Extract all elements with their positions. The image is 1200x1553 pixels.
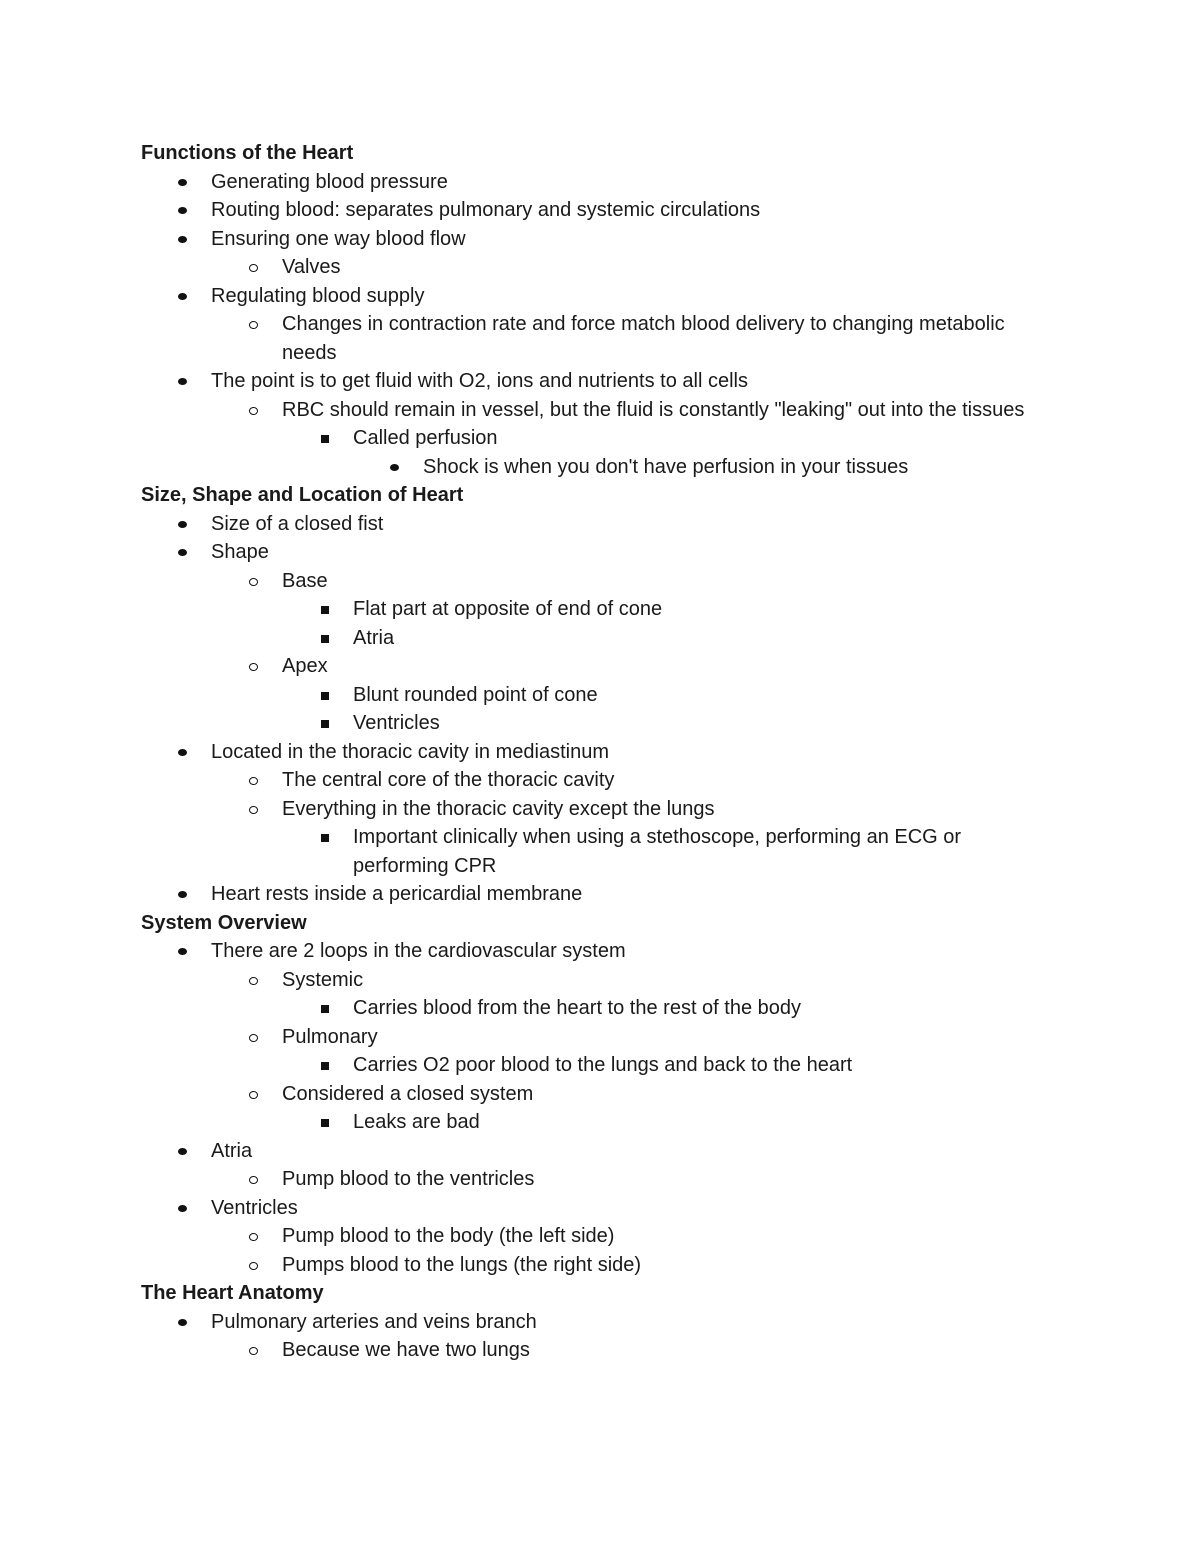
list-item-text: Regulating blood supply	[211, 284, 425, 307]
list-item-level-3	[141, 709, 1041, 738]
bullet-square-icon	[319, 1051, 339, 1080]
bullet-disc-icon	[177, 367, 197, 396]
bullet-circle-icon	[248, 1222, 268, 1251]
list-item-level-3	[141, 1051, 1041, 1080]
list-item-level-3	[141, 681, 1041, 710]
list-item-level-2	[141, 253, 1041, 282]
list-item-level-2	[141, 1251, 1041, 1280]
bullet-square-icon	[319, 624, 339, 653]
list-item-text: Flat part at opposite of end of cone	[353, 598, 663, 620]
bullet-disc-icon	[177, 510, 197, 539]
list-item-level-3	[141, 424, 1041, 453]
list-item-level-2	[141, 396, 1041, 425]
list-item-level-2	[141, 766, 1041, 795]
list-item-text: Changes in contraction rate and force match blood delivery to changing metabolic needs	[282, 313, 1005, 364]
list-item-text: Apex	[282, 655, 328, 677]
list-item-text: Generating blood pressure	[211, 170, 448, 193]
list-item-text: Leaks are bad	[353, 1111, 480, 1133]
bullet-circle-icon	[248, 966, 268, 995]
bullet-circle-icon	[248, 1080, 268, 1109]
list-item-text: Carries O2 poor blood to the lungs and back to the heart	[353, 1054, 853, 1076]
list-item-level-1	[141, 738, 1041, 767]
list-item-text: Located in the thoracic cavity in mediastinum	[211, 740, 609, 763]
list-item-text: Heart rests inside a pericardial membrane	[211, 883, 583, 905]
list-item-text: Pump blood to the ventricles	[282, 1168, 535, 1190]
list-item-level-3	[141, 624, 1041, 653]
bullet-circle-icon	[248, 310, 268, 339]
bullet-square-icon	[319, 994, 339, 1023]
list-item-text: The central core of the thoracic cavity	[282, 769, 615, 791]
list-item-level-1	[141, 1137, 1041, 1166]
bullet-disc-icon	[389, 453, 409, 482]
list-item-level-3	[141, 823, 1041, 880]
bullet-circle-icon	[248, 1165, 268, 1194]
list-item-level-1	[141, 538, 1041, 567]
bullet-circle-icon	[248, 1251, 268, 1280]
list-item-text: Pumps blood to the lungs (the right side)	[282, 1253, 642, 1276]
section-heading: Size, Shape and Location of Heart	[141, 484, 464, 506]
bullet-disc-icon	[177, 225, 197, 254]
list-item-level-1	[141, 168, 1041, 197]
list-item-text: Pulmonary	[282, 1025, 378, 1048]
list-item-level-2	[141, 652, 1041, 681]
bullet-circle-icon	[248, 1023, 268, 1052]
bullet-circle-icon	[248, 396, 268, 425]
bullet-circle-icon	[248, 567, 268, 596]
list-item-text: Base	[282, 569, 328, 592]
bullet-square-icon	[319, 681, 339, 710]
list-item-text: Called perfusion	[353, 427, 498, 449]
notes-content	[141, 139, 1041, 1365]
bullet-disc-icon	[177, 1137, 197, 1166]
list-item-text: Ventricles	[211, 1196, 298, 1219]
list-item-text: Size of a closed fist	[211, 512, 384, 535]
bullet-square-icon	[319, 709, 339, 738]
list-item-text: RBC should remain in vessel, but the fluid is constantly "leaking" out into the tissues	[282, 398, 1025, 421]
list-item-level-3	[141, 994, 1041, 1023]
bullet-disc-icon	[177, 1308, 197, 1337]
list-item-text: Shape	[211, 541, 269, 563]
list-item-level-2	[141, 1222, 1041, 1251]
bullet-disc-icon	[177, 880, 197, 909]
list-item-text: Valves	[282, 256, 341, 278]
list-item-level-4	[141, 453, 1041, 482]
section-heading: Functions of the Heart	[141, 142, 354, 164]
list-item-text: Ensuring one way blood flow	[211, 227, 466, 250]
bullet-square-icon	[319, 1108, 339, 1137]
bullet-circle-icon	[248, 1336, 268, 1365]
list-item-level-2	[141, 795, 1041, 824]
list-item-text: Systemic	[282, 968, 364, 991]
bullet-circle-icon	[248, 253, 268, 282]
list-item-text: Shock is when you don't have perfusion in your tissues	[423, 455, 909, 478]
bullet-circle-icon	[248, 766, 268, 795]
bullet-square-icon	[319, 595, 339, 624]
bullet-disc-icon	[177, 196, 197, 225]
list-item-level-1	[141, 937, 1041, 966]
list-item-text: Atria	[211, 1139, 253, 1162]
bullet-disc-icon	[177, 1194, 197, 1223]
list-item-level-1	[141, 1308, 1041, 1337]
list-item-text: Because we have two lungs	[282, 1339, 530, 1361]
list-item-level-1	[141, 367, 1041, 396]
list-item-level-3	[141, 1108, 1041, 1137]
list-item-level-3	[141, 595, 1041, 624]
bullet-square-icon	[319, 424, 339, 453]
bullet-square-icon	[319, 823, 339, 852]
bullet-disc-icon	[177, 168, 197, 197]
list-item-text: Atria	[353, 626, 395, 649]
bullet-disc-icon	[177, 937, 197, 966]
list-item-level-1	[141, 225, 1041, 254]
list-item-text: Carries blood from the heart to the rest of the body	[353, 997, 802, 1019]
bullet-circle-icon	[248, 795, 268, 824]
list-item-text: Blunt rounded point of cone	[353, 683, 598, 706]
list-item-level-1	[141, 196, 1041, 225]
bullet-circle-icon	[248, 652, 268, 681]
list-item-level-2	[141, 1023, 1041, 1052]
list-item-level-2	[141, 1080, 1041, 1109]
list-item-level-1	[141, 880, 1041, 909]
list-item-text: Ventricles	[353, 712, 440, 734]
list-item-level-2	[141, 966, 1041, 995]
list-item-level-1	[141, 510, 1041, 539]
list-item-text: Pump blood to the body (the left side)	[282, 1225, 615, 1247]
list-item-text: Important clinically when using a stethoscope, performing an ECG or performing CPR	[353, 826, 962, 877]
list-item-text: The point is to get fluid with O2, ions and nutrients to all cells	[211, 370, 748, 392]
bullet-disc-icon	[177, 738, 197, 767]
list-item-text: There are 2 loops in the cardiovascular system	[211, 940, 626, 962]
bullet-disc-icon	[177, 282, 197, 311]
list-item-text: Considered a closed system	[282, 1082, 534, 1105]
bullet-disc-icon	[177, 538, 197, 567]
section-heading: System Overview	[141, 911, 307, 934]
list-item-text: Pulmonary arteries and veins branch	[211, 1310, 537, 1333]
list-item-level-1	[141, 1194, 1041, 1223]
section-heading: The Heart Anatomy	[141, 1282, 324, 1304]
list-item-level-2	[141, 1165, 1041, 1194]
list-item-level-2	[141, 567, 1041, 596]
list-item-text: Routing blood: separates pulmonary and systemic circulations	[211, 199, 761, 221]
list-item-level-1	[141, 282, 1041, 311]
list-item-level-2	[141, 1336, 1041, 1365]
list-item-text: Everything in the thoracic cavity except the lungs	[282, 797, 715, 820]
list-item-level-2	[141, 310, 1041, 367]
